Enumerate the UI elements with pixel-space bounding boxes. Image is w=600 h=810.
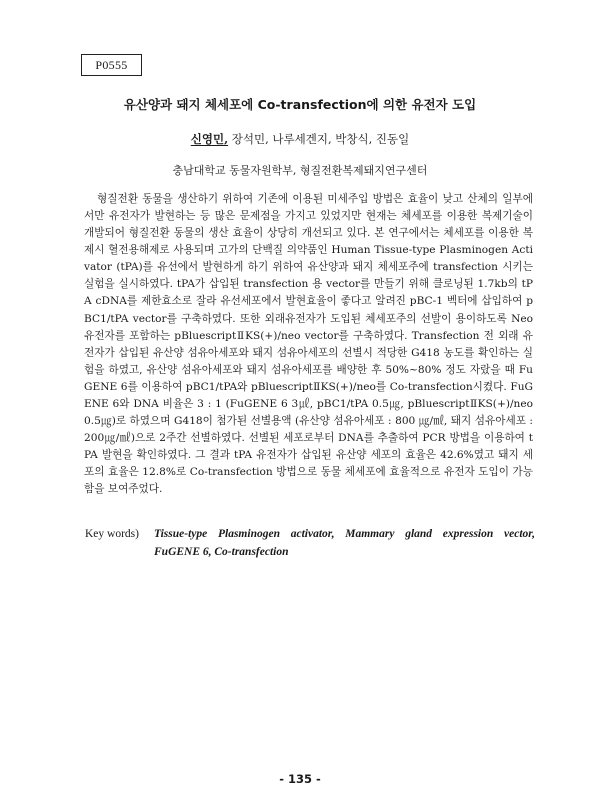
page-number: - 135 -: [279, 772, 321, 786]
abstract-body: 형질전환 동물을 생산하기 위하여 기존에 이용된 미세주입 방법은 효율이 낮고 산체의 일부에서만 유전자가 발현하는 등 많은 문제점을 가지고 있었지만 현재는 체세포를 이용한 복제기술이 개발되어 형질전환 동물의 생산 효율이 상당히 개선되고 있다. 본 연구에서는 체세포를 이용한 복제시 혈전용해제로 사용되며 고가의 단백질 의약품인 Human Tissue-type Plasminogen Activator (tPA)를 유선에서 발현하게 하기 위하여 유산양과 돼지 체세포주에 transfection 시키는 실험을 실시하였다. tPA가 삽입된 transfection 용 vector를 만들기 위해 클로닝된 1.7kb의 tPA cDNA를 제한효소로 잘라 유선세포에서 발현효율이 좋다고 알려진 pBC-1 벡터에 삽입하여 pBC1/tPA vector를 구축하였다. 또한 외래유전자가 도입된 체세포주의 선발이 용이하도록 Neo 유전자를 포함하는 pBluescriptⅡKS(+)/neo vector를 구축하였다. Transfection 전 외래 유전자가 삽입된 유산양 섬유아세포와 돼지 섬유아세포의 선별시 적당한 G418 농도를 확인하는 실험을 하였고, 유산양 섬유아세포와 돼지 섬유아세포를 배양한 후 50%~80% 정도 자랐을 때 FuGENE 6를 이용하여 pBC1/tPA와 pBluescriptⅡKS(+)/neo를 Co-transfection시켰다. FuGENE 6와 DNA 비율은 3 : 1 (FuGENE 6 3㎕, pBC1/tPA 0.5㎍, pBluescriptⅡKS(+)/neo 0.5㎍)로 하였으며 G418이 첨가된 선별용액 (유산양 섬유아세포 : 800 ㎍/㎖, 돼지 섬유아세포 : 200㎍/㎖)으로 2주간 선별하였다. 선별된 세포로부터 DNA를 추출하여 PCR 방법을 이용하여 tPA 발현을 확인하였다. 그 결과 tPA 유전자가 삽입된 유산양 세포의 효율은 42.6%였고 돼지 세포의 효율은 12.8%로 Co-transfection 방법으로 동물 체세포에 효율적으로 유전자 도입이 가능함을 보여주었다.: [84, 193, 533, 496]
presenting-author: 신영민,: [190, 132, 229, 146]
keywords-label: Key words): [85, 528, 139, 540]
keywords-text: Tissue-type Plasminogen activator, Mammary gland expression vector, FuGENE 6, Co-transfection: [154, 528, 535, 558]
author-list: [0, 130, 600, 148]
co-authors: 장석민, 나루세겐지, 박창식, 진동일: [228, 132, 410, 146]
affiliation: 충남대학교 동물자원학부, 형질전환복제돼지연구센터: [172, 164, 428, 177]
paper-title: 유산양과 돼지 체세포에 Co-transfection에 의한 유전자 도입: [123, 97, 477, 112]
keywords-section: [85, 525, 535, 561]
abstract-code-box: P0555: [81, 54, 142, 76]
